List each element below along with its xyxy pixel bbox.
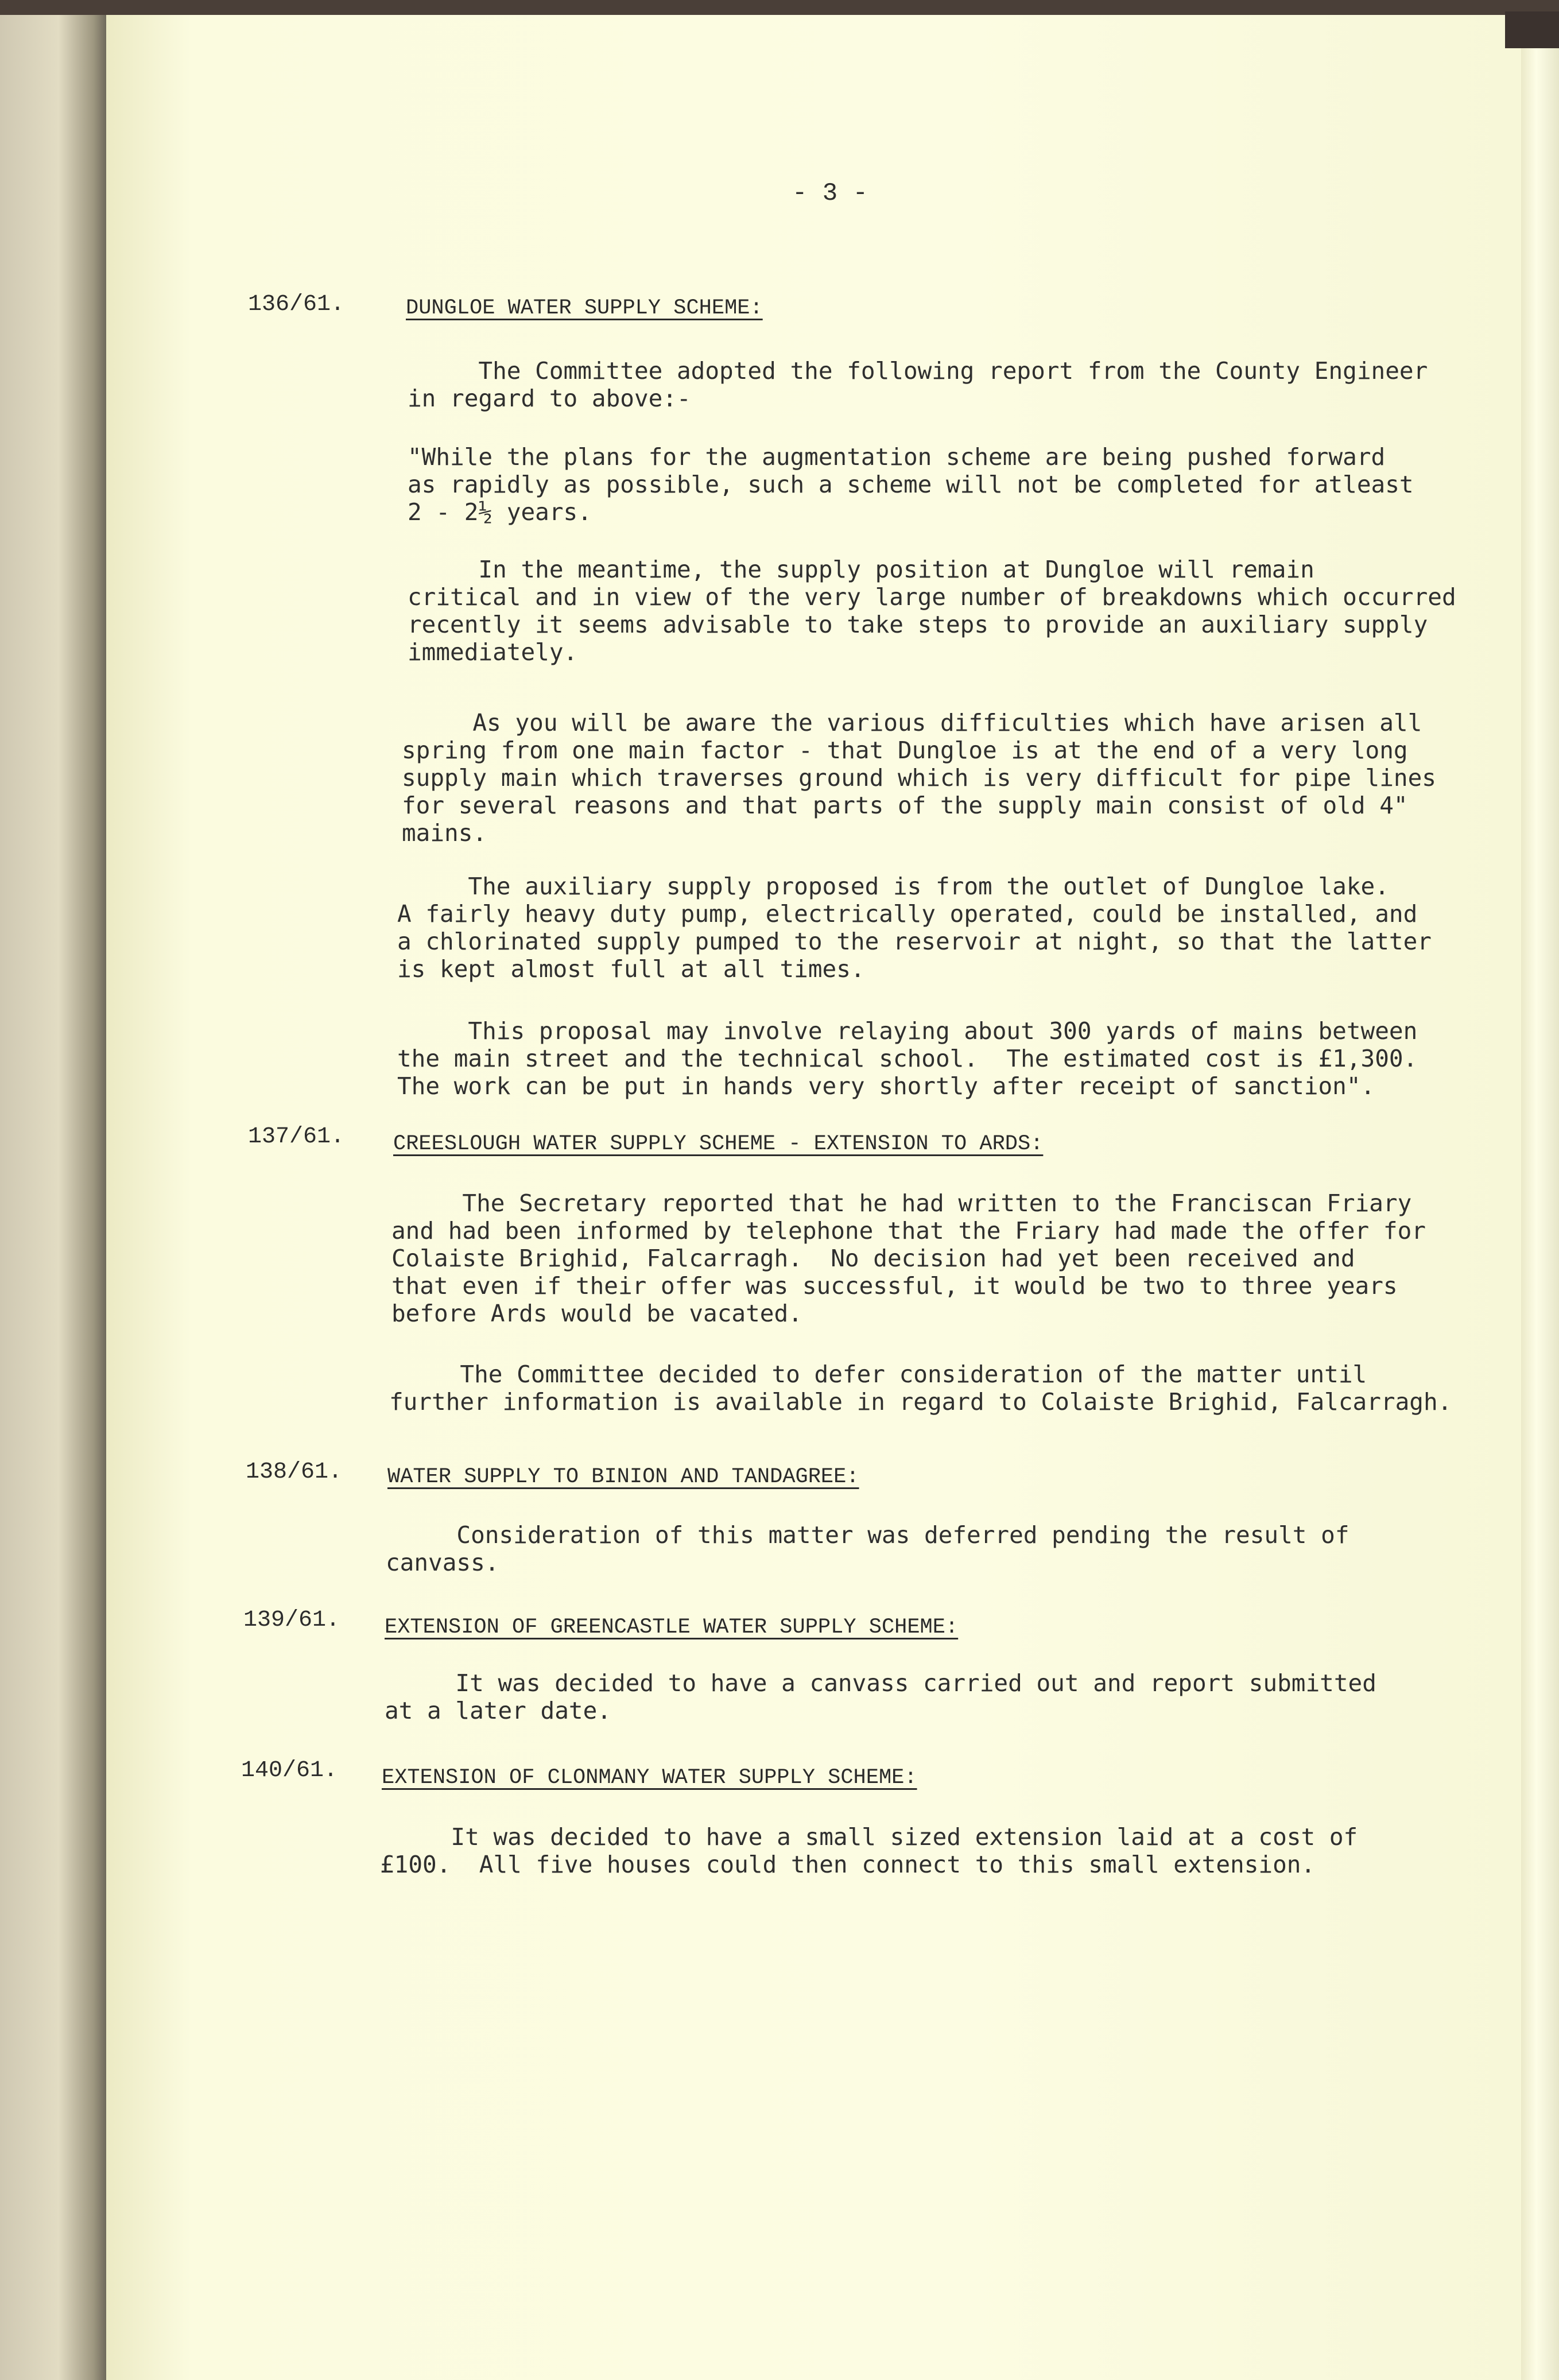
facing-page-edge — [0, 15, 106, 2380]
page-number: - 3 - — [792, 179, 868, 208]
minute-number-139: 139/61. — [243, 1607, 340, 1633]
binding-clip — [1505, 11, 1559, 48]
page-right-edge — [1521, 15, 1559, 2380]
minute-number-138: 138/61. — [246, 1459, 343, 1485]
paragraph-136-report-2: In the meantime, the supply position at Dungloe will remain critical and in view of the very large number of breakdowns which occurred recently it seems advisable to take steps to provide an auxiliary supply immediately. — [408, 556, 1456, 666]
paragraph-136-report-5: This proposal may involve relaying about 300 yards of mains between the main street and the technical school. The estimated cost is £1,300. The work can be put in hands very shortly after receipt of sanction". — [397, 1017, 1418, 1100]
paragraph-137-report: The Secretary reported that he had written to the Franciscan Friary and had been informed by telephone that the Friary had made the offer for Colaiste Brighid, Falcarragh. No decision had yet been received and that even if their offer was successful, it would be two to three years before Ards would be vacated. — [391, 1189, 1426, 1327]
heading-binion-tandagree: WATER SUPPLY TO BINION AND TANDAGREE: — [387, 1465, 859, 1489]
heading-clonmany-extension: EXTENSION OF CLONMANY WATER SUPPLY SCHEME: — [382, 1766, 917, 1790]
paragraph-137-decision: The Committee decided to defer consideration of the matter until further information is available in regard to Colaiste Brighid, Falcarragh. — [389, 1360, 1452, 1416]
paragraph-138-deferred: Consideration of this matter was deferred pending the result of canvass. — [386, 1521, 1349, 1576]
paragraph-136-report-4: The auxiliary supply proposed is from the outlet of Dungloe lake. A fairly heavy duty pump, electrically operated, could be installed, and a chlorinated supply pumped to the reservoir at night, so that the latter is kept almost full at all times. — [397, 873, 1432, 983]
paragraph-136-report-1: "While the plans for the augmentation scheme are being pushed forward as rapidly as possible, such a scheme will not be completed for atleast 2 - 2½ years. — [408, 443, 1414, 526]
paragraph-136-report-3: As you will be aware the various difficulties which have arisen all spring from one main factor - that Dungloe is at the end of a very long supply main which traverses ground which is very difficult for pipe lines for several reasons and that parts of the supply main consist of old 4" mains. — [402, 709, 1436, 847]
minute-number-140: 140/61. — [241, 1758, 338, 1784]
minute-number-136: 136/61. — [248, 292, 345, 317]
minute-number-137: 137/61. — [248, 1124, 345, 1150]
heading-greencastle-extension: EXTENSION OF GREENCASTLE WATER SUPPLY SCHEME: — [385, 1615, 959, 1639]
binding-top-edge — [0, 0, 1559, 15]
heading-creeslough-water-supply: CREESLOUGH WATER SUPPLY SCHEME - EXTENSION TO ARDS: — [393, 1132, 1044, 1156]
heading-dungloe-water-supply: DUNGLOE WATER SUPPLY SCHEME: — [406, 296, 763, 320]
paragraph-136-intro: The Committee adopted the following report from the County Engineer in regard to above:- — [408, 357, 1428, 412]
paragraph-140-extension: It was decided to have a small sized extension laid at a cost of £100. All five houses could then connect to this small extension. — [380, 1823, 1358, 1878]
paragraph-139-canvass: It was decided to have a canvass carried out and report submitted at a later date. — [385, 1669, 1376, 1724]
